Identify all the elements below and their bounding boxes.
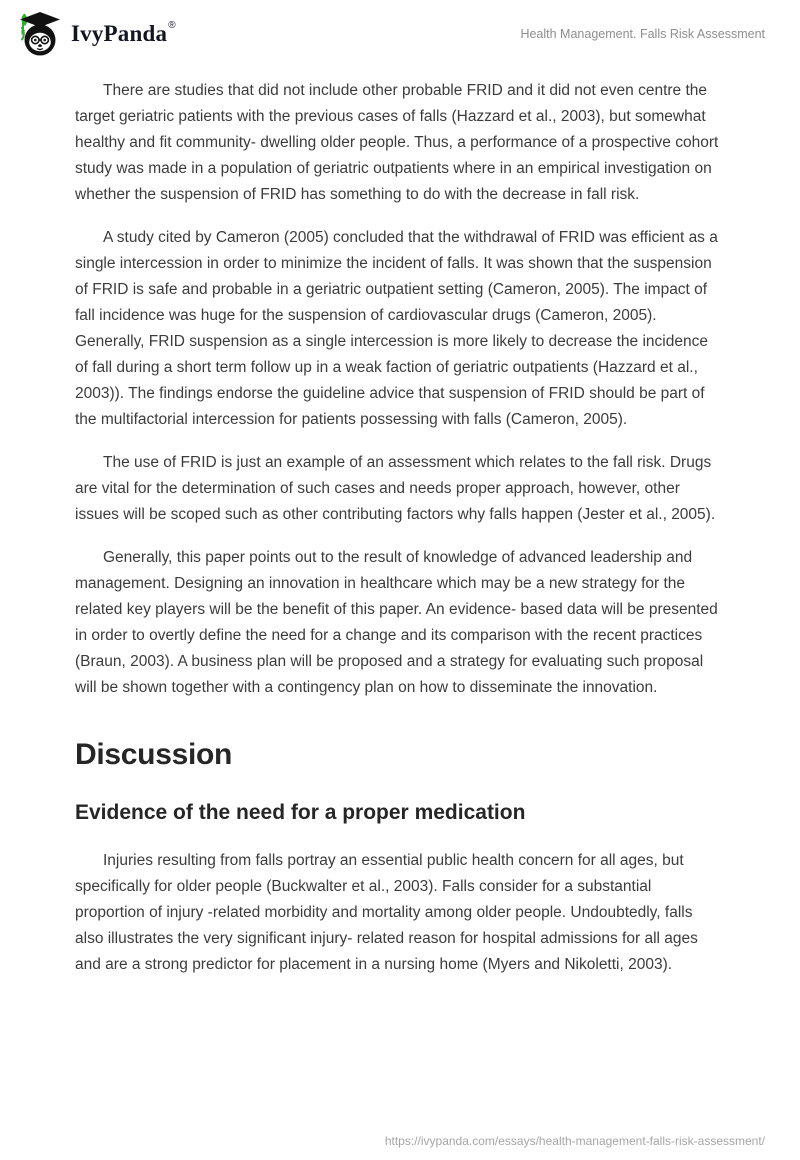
paragraph-5: Injuries resulting from falls portray an essential public health concern for all ages, but specifically for older people (Buckwalter et al., 2003). Falls consider for a substantial proportion of injury -related morbidity and mortality among older people. Undoubtedly, falls also illustrates the very significant injury- related reason for hospital admissions for all ages and are a strong predictor for placement in a nursing home (Myers and Nikoletti, 2003). [75,852,698,974]
registered-mark: ® [168,19,176,31]
document-title: Health Management. Falls Risk Assessment [520,27,765,41]
section-heading-discussion: Discussion [75,738,233,771]
brand[interactable] [18,11,175,58]
paragraph-1: There are studies that did not include other probable FRID and it did not even centre the target geriatric patients with the previous cases of falls (Hazzard et al., 2003), but somewhat healthy and fit community- dwelling older people. Thus, a performance of a prospective cohort study was made in a population of geriatric outpatients where in an empirical investigation on whether the suspension of FRID has something to do with the decrease in fall risk. [75,82,719,203]
brand-name: IvyPanda [71,21,168,46]
subsection-heading-evidence: Evidence of the need for a proper medication [75,801,526,824]
page-header [0,0,800,58]
ivypanda-logo-icon [18,11,62,58]
source-url-link[interactable]: https://ivypanda.com/essays/health-management-falls-risk-assessment/ [384,1134,765,1148]
paragraph-3: The use of FRID is just an example of an assessment which relates to the fall risk. Drugs are vital for the determination of such cases and needs proper approach, however, other issues will be scoped such as other contributing factors why falls happen (Jester et al., 2005). [75,454,716,523]
paragraph-4: Generally, this paper points out to the result of knowledge of advanced leadership and management. Designing an innovation in healthcare which may be a new strategy for the related key players will be the benefit of this paper. An evidence- based data will be presented in order to overtly define the need for a change and its comparison with the recent practices (Braun, 2003). A business plan will be proposed and a strategy for evaluating such proposal will be shown together with a contingency plan on how to disseminate the innovation. [75,549,718,696]
essay-content [75,78,722,978]
paragraph-2: A study cited by Cameron (2005) concluded that the withdrawal of FRID was efficient as a single intercession in order to minimize the incident of falls. It was shown that the suspension of FRID is safe and probable in a geriatric outpatient setting (Cameron, 2005). The impact of fall incidence was huge for the suspension of cardiovascular drugs (Cameron, 2005). Generally, FRID suspension as a single intercession is more likely to decrease the incidence of fall during a short term follow up in a weak faction of geriatric outpatients (Hazzard et al., 2003)). The findings endorse the guideline advice that suspension of FRID should be part of the multifactorial intercession for patients possessing with falls (Cameron, 2005). [75,229,718,428]
